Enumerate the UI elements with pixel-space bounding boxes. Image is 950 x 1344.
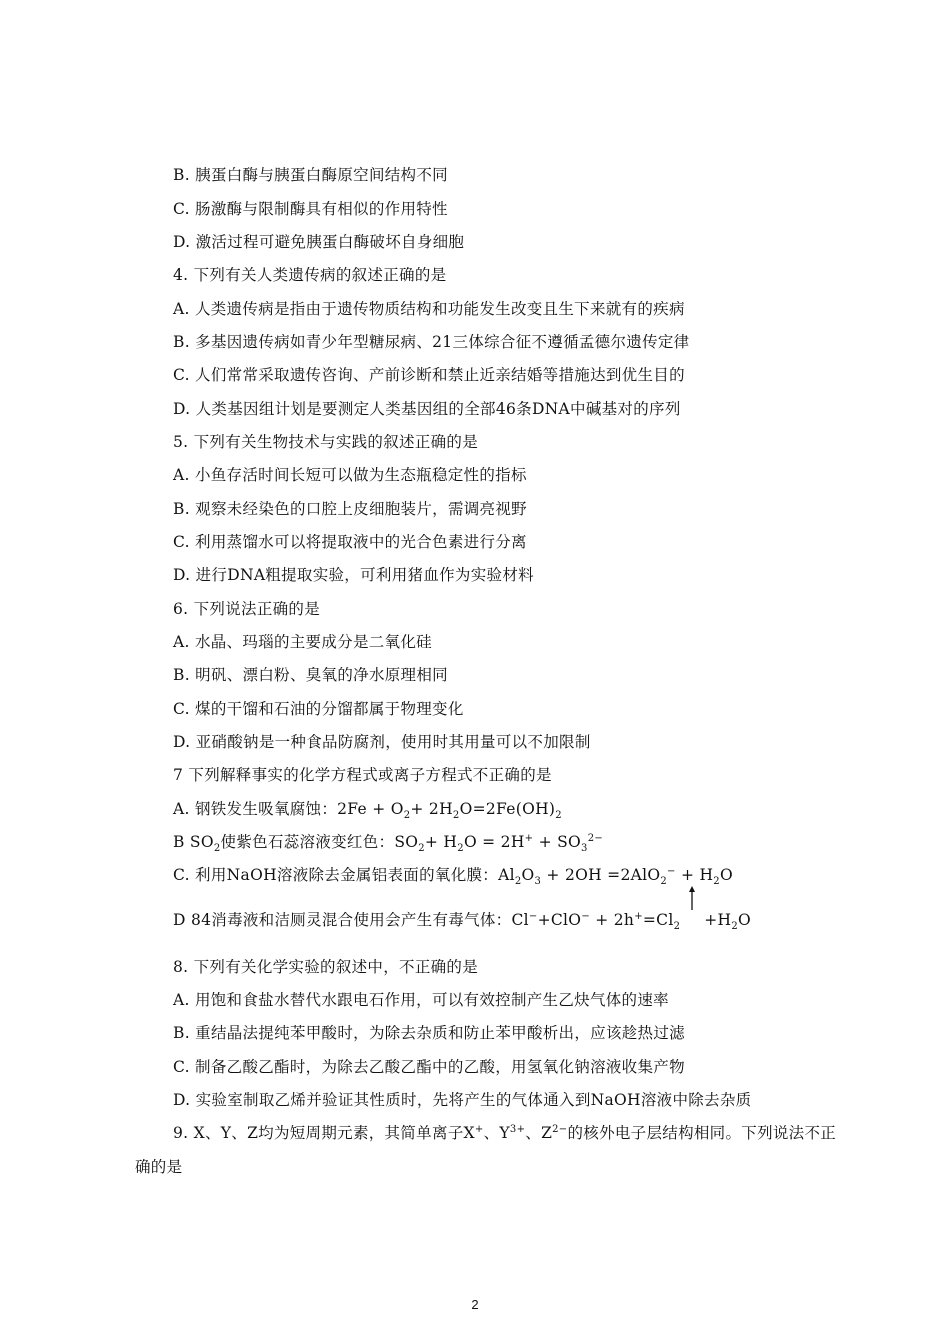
question-9: 9. X、Y、Z均为短周期元素，其简单离子X+、$Y^{3+}$、$Z^{2-}$的核外电子层结构相同。下列说法不正	[173, 1123, 837, 1142]
option-c-q4: C. 人们常常采取遗传咨询、产前诊断和禁止近亲结婚等措施达到优生目的	[173, 366, 685, 384]
option-d-q6: D. 亚硝酸钠是一种食品防腐剂，使用时其用量可以不加限制	[173, 733, 591, 751]
option-b-q4: B. 多基因遗传病如青少年型糖尿病、21三体综合征不遵循孟德尔遗传定律	[173, 333, 690, 351]
question-9-continued: 确的是	[135, 1158, 183, 1176]
option-d-q4: D. 人类基因组计划是要测定人类基因组的全部46条DNA中碱基对的序列	[173, 400, 681, 418]
option-c-q5: C. 利用蒸馏水可以将提取液中的光合色素进行分离	[173, 533, 527, 551]
option-d-q3: D. 激活过程可避免胰蛋白酶破坏自身细胞	[173, 233, 465, 251]
option-a-q5: A. 小鱼存活时间长短可以做为生态瓶稳定性的指标	[173, 466, 527, 484]
question-8: 8. 下列有关化学实验的叙述中，不正确的是	[173, 958, 479, 976]
option-d-q5: D. 进行DNA粗提取实验，可利用猪血作为实验材料	[173, 566, 534, 584]
option-d-q7: D 84消毒液和洁厕灵混合使用会产生有毒气体：$Cl^-+ClO^- + 2h^+=Cl_2$ $+H_2O$	[173, 908, 751, 932]
option-c-q6: C. 煤的干馏和石油的分馏都属于物理变化	[173, 700, 464, 718]
option-c-q7: C. 利用NaOH溶液除去金属铝表面的氧化膜：$Al_2O_3 + 2OH =2AlO_2^- + H_2O$	[173, 865, 733, 888]
option-a-q8: A. 用饱和食盐水替代水跟电石作用，可以有效控制产生乙炔气体的速率	[173, 991, 669, 1009]
option-a-q7: A. 钢铁发生吸氧腐蚀：$2Fe + O_2+ 2H_2O=2Fe(OH)_2$	[173, 800, 562, 822]
option-c-q3: C. 肠激酶与限制酶具有相似的作用特性	[173, 200, 448, 218]
page-number: 2	[471, 1297, 479, 1312]
option-b-q8: B. 重结晶法提纯苯甲酸时，为除去杂质和防止苯甲酸析出，应该趁热过滤	[173, 1024, 685, 1042]
option-b-q7: B $SO_2$使紫色石蕊溶液变红色：$SO_2+ H_2O = 2H^+ + SO_3^{2-}$	[173, 832, 604, 855]
question-5: 5. 下列有关生物技术与实践的叙述正确的是	[173, 433, 479, 451]
option-d-q8: D. 实验室制取乙烯并验证其性质时，先将产生的气体通入到NaOH溶液中除去杂质	[173, 1091, 752, 1109]
option-a-q4: A. 人类遗传病是指由于遗传物质结构和功能发生改变且生下来就有的疾病	[173, 300, 685, 318]
option-b-q3: B. 胰蛋白酶与胰蛋白酶原空间结构不同	[173, 166, 448, 184]
option-c-q8: C. 制备乙酸乙酯时，为除去乙酸乙酯中的乙酸，用氢氧化钠溶液收集产物	[173, 1058, 685, 1076]
question-4: 4. 下列有关人类遗传病的叙述正确的是	[173, 266, 447, 284]
option-b-q5: B. 观察未经染色的口腔上皮细胞装片，需调亮视野	[173, 500, 527, 518]
question-7: 7 下列解释事实的化学方程式或离子方程式不正确的是	[173, 766, 552, 784]
option-a-q6: A. 水晶、玛瑙的主要成分是二氧化硅	[173, 633, 432, 651]
question-6: 6. 下列说法正确的是	[173, 600, 321, 618]
option-b-q6: B. 明矾、漂白粉、臭氧的净水原理相同	[173, 666, 448, 684]
